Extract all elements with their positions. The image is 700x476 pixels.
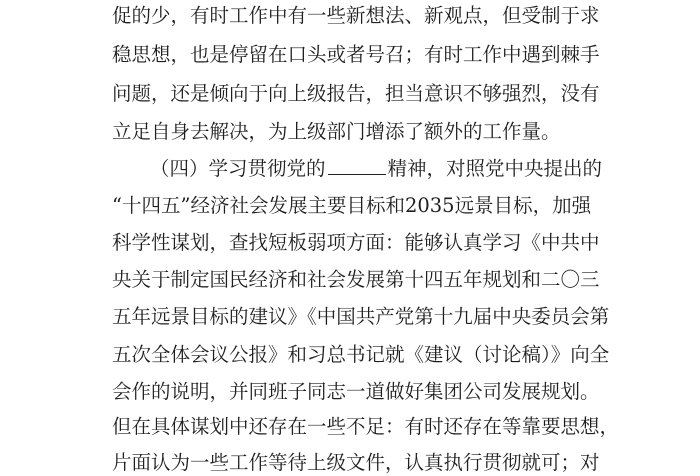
text-line-12: 片面认为一些工作等待上级文件，认真执行贯彻就可；对: [112, 451, 600, 474]
text-line-4: 立足自身去解决，为上级部门增添了额外的工作量。: [112, 120, 561, 143]
text-line-11: 但在具体谋划中还存在一些不足：有时还存在等靠要思想，: [112, 415, 620, 438]
fill-in-blank: [328, 156, 386, 175]
text-line-2: 稳思想，也是停留在口头或者号召；有时工作中遇到棘手: [112, 43, 600, 66]
text-line-6: 科学性谋划，查找短板弱项方面：能够认真学习《中共中: [112, 231, 600, 254]
text-line-3: 问题，还是倾向于向上级报告，担当意识不够强烈，没有: [112, 82, 600, 105]
text-line-10: 会作的说明，并同班子同志一道做好集团公司发展规划。: [112, 380, 600, 403]
heading-part-1: （四）学习贯彻党的: [150, 157, 326, 180]
text-line-7: 央关于制定国民经济和社会发展第十四五年规划和二〇三: [112, 268, 600, 291]
heading-part-2: 精神，对照党中央提出的: [387, 157, 603, 180]
text-line-8: 五年远景目标的建议》《中国共产党第十九届中央委员会第: [112, 305, 610, 328]
text-line-9: 五次全体会议公报》和习总书记就《建议（讨论稿）》向全: [112, 343, 610, 366]
text-line-5: “十四五”经济社会发展主要目标和2035远景目标，加强: [112, 194, 592, 217]
section-heading: [150, 156, 602, 182]
text-line-1: 促的少，有时工作中有一些新想法、新观点，但受制于求: [112, 4, 600, 27]
